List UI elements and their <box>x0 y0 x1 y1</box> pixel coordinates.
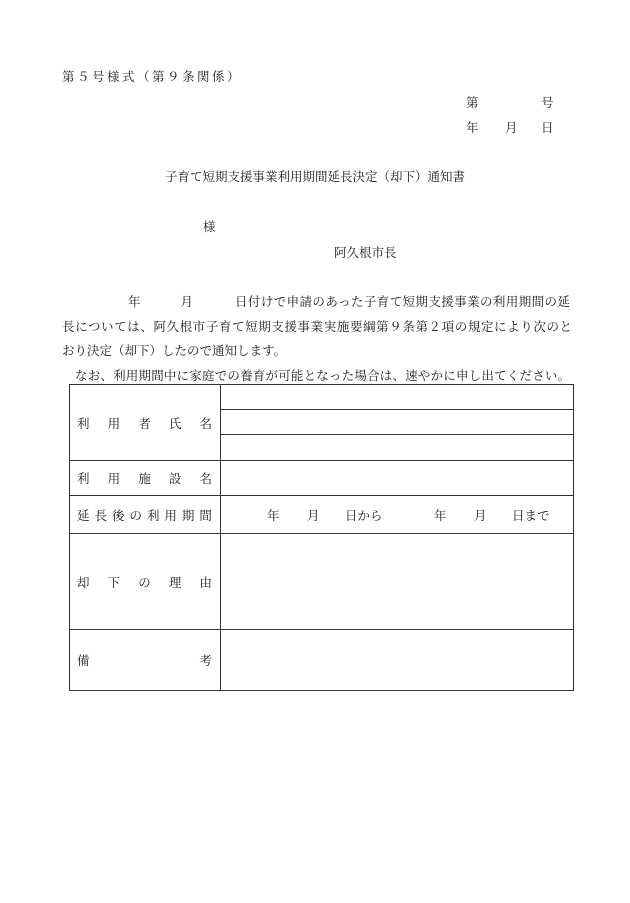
form-number: 第５号様式（第９条関係） <box>62 69 243 84</box>
body-year-label: 年 <box>128 294 141 309</box>
extended-period-field[interactable] <box>221 496 574 534</box>
notice-body <box>62 290 578 388</box>
body-line-2: 長については、阿久根市子育て短期支援事業実施要綱第９条第２項の規定により次のと <box>62 318 573 334</box>
body-line-3: おり決定（却下）したので通知します。 <box>62 343 287 358</box>
period-from-month: 月 <box>307 507 320 523</box>
body-month-label: 月 <box>180 294 194 309</box>
user-name-field-2[interactable] <box>221 410 574 435</box>
body-line-1 <box>62 290 578 315</box>
application-table <box>69 384 574 691</box>
facility-name-label: 利 用 施 設 名 <box>70 461 221 496</box>
issuer-name: 阿久根市長 <box>334 245 397 260</box>
facility-name-field[interactable] <box>221 461 574 496</box>
body-line-4: なお、利用期間中に家庭での養育が可能となった場合は、速やかに申し出てください。 <box>75 367 571 383</box>
period-to-day: 日まで <box>512 507 550 523</box>
period-to-month: 月 <box>474 507 487 523</box>
date-year-label: 年 <box>466 120 479 135</box>
period-from-year: 年 <box>267 507 280 523</box>
user-name-label: 利 用 者 氏 名 <box>70 385 221 461</box>
period-to-year: 年 <box>434 507 447 523</box>
date-day-label: 日 <box>541 120 554 135</box>
remarks-field[interactable] <box>221 630 574 691</box>
rejection-reason-field[interactable] <box>221 534 574 630</box>
remarks-label: 備 考 <box>70 630 221 691</box>
addressee-suffix: 様 <box>203 219 216 234</box>
period-from-day: 日から <box>345 507 383 523</box>
user-name-field-3[interactable] <box>221 435 574 461</box>
document-title: 子育て短期支援事業利用期間延長決定（却下）通知書 <box>164 169 465 184</box>
date-month-label: 月 <box>505 120 518 135</box>
user-name-field-1[interactable] <box>221 385 574 410</box>
body-line-1-text: 日付けで申請のあった子育て短期支援事業の利用期間の延 <box>235 294 571 309</box>
extended-period-label: 延 長 後 の 利 用 期 間 <box>70 496 221 534</box>
doc-number-suffix: 号 <box>541 95 554 110</box>
rejection-reason-label: 却 下 の 理 由 <box>70 534 221 630</box>
doc-number-label: 第 <box>466 95 479 110</box>
